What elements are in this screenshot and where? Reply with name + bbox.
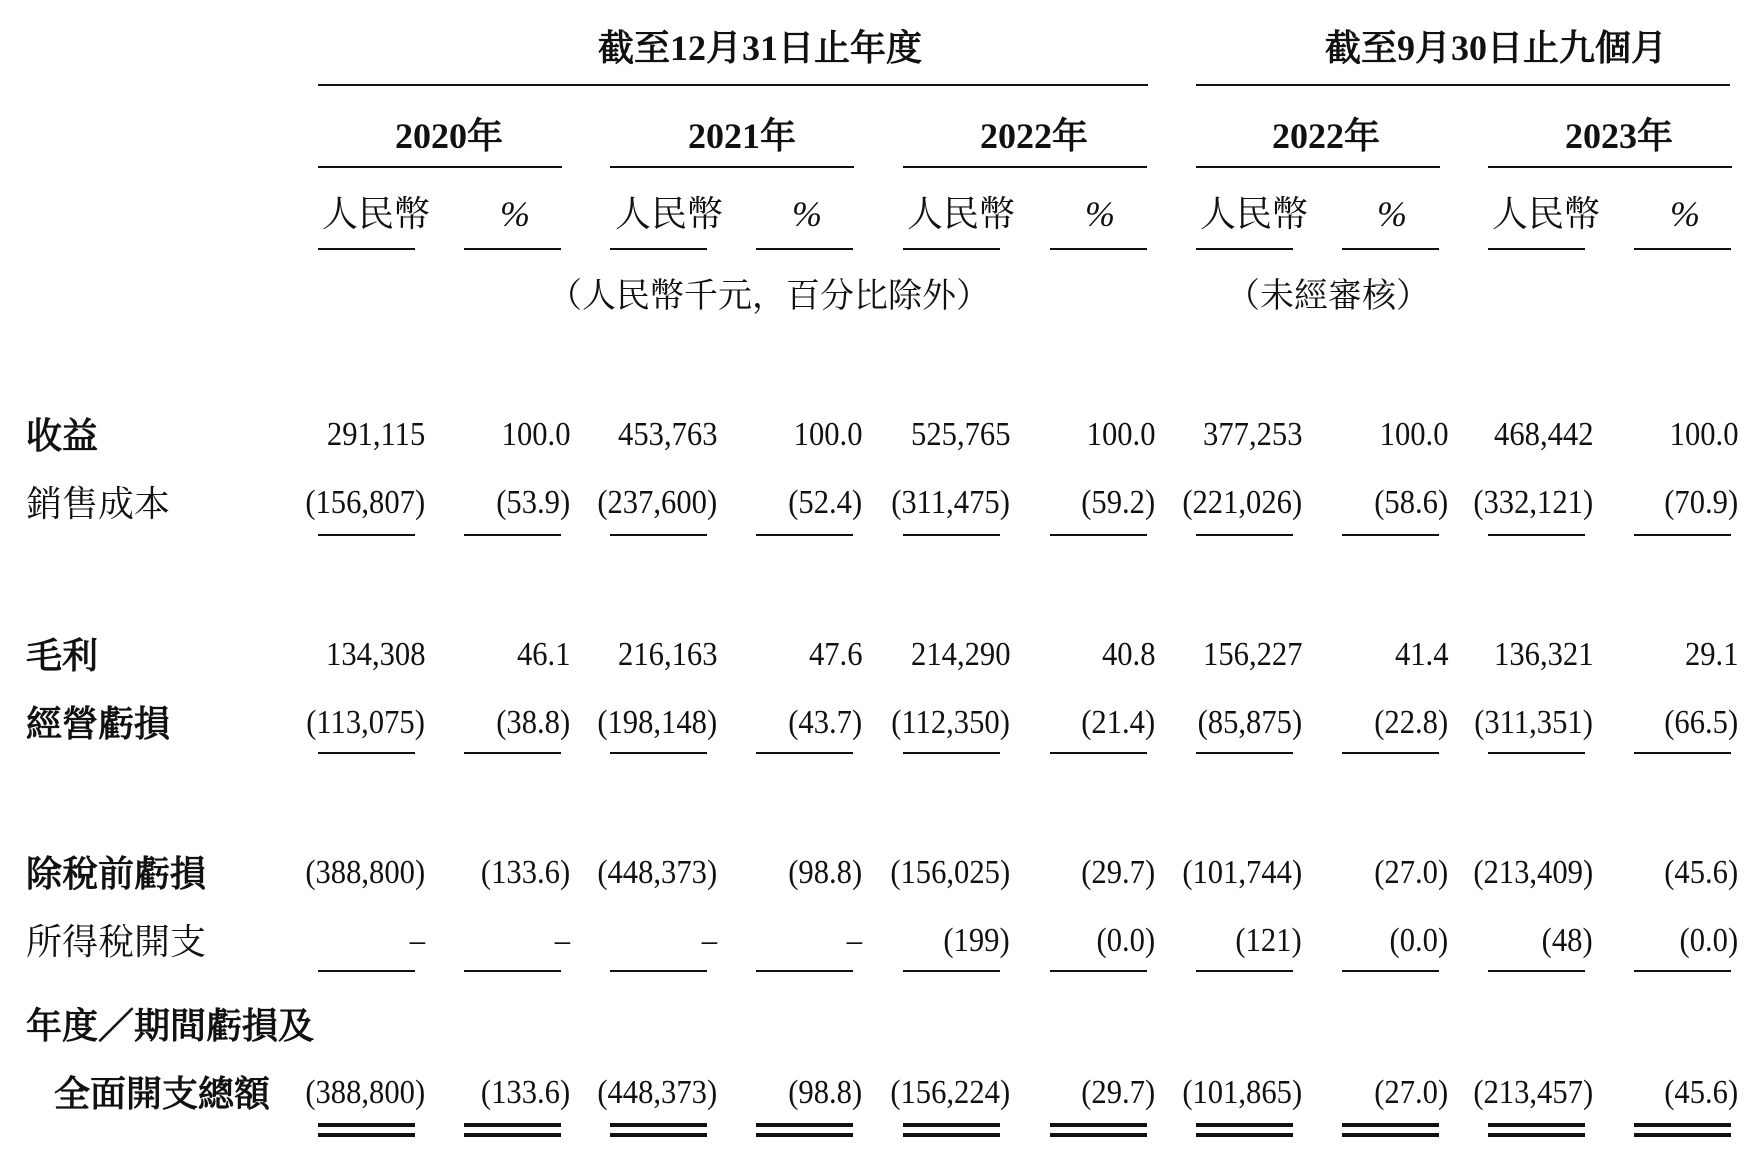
table-cell: (48) [1542, 922, 1593, 959]
table-cell: (52.4) [788, 484, 862, 521]
table-cell: – [554, 922, 570, 959]
table-cell: (98.8) [788, 854, 862, 891]
table-cell: (38.8) [496, 704, 570, 741]
row-label-total-loss-line1: 年度／期間虧損及 [26, 1006, 315, 1046]
table-cell: (311,351) [1474, 704, 1593, 741]
subtotal-rule [756, 534, 853, 536]
sub-rule [1196, 248, 1293, 250]
table-cell: 46.1 [516, 636, 570, 673]
sub-rule [756, 248, 853, 250]
percent-header-2022: % [1085, 194, 1115, 234]
subtotal-rule [464, 752, 561, 754]
row-label-cost-of-sales: 銷售成本 [26, 484, 171, 524]
subtotal-rule [1488, 752, 1585, 754]
table-cell: (0.0) [1679, 922, 1738, 959]
table-cell: 216,163 [617, 636, 717, 673]
table-cell: (156,807) [305, 484, 425, 521]
sub-rule [1050, 248, 1147, 250]
total-double-rule [610, 1123, 707, 1127]
currency-header-2021: 人民幣 [615, 194, 724, 234]
table-cell: 100.0 [793, 416, 862, 453]
table-cell: 40.8 [1101, 636, 1155, 673]
table-cell: (98.8) [788, 1074, 862, 1111]
table-cell: (237,600) [597, 484, 717, 521]
sub-rule [610, 248, 707, 250]
table-cell: (29.7) [1081, 854, 1155, 891]
table-cell: 291,115 [326, 416, 425, 453]
percent-header-2021: % [792, 194, 822, 234]
currency-header-2022: 人民幣 [907, 194, 1016, 234]
subtotal-rule [318, 970, 415, 972]
year-rule-2023 [1488, 166, 1732, 168]
total-double-rule [1634, 1123, 1731, 1127]
year-header-2022-nine-months: 2022年 [1272, 116, 1381, 156]
row-label-total-loss-line2: 全面開支總額 [54, 1074, 271, 1114]
subtotal-rule [1342, 752, 1439, 754]
subtotal-rule [1488, 534, 1585, 536]
table-cell: (388,800) [305, 1074, 425, 1111]
table-cell: (133.6) [480, 1074, 570, 1111]
table-cell: – [701, 922, 717, 959]
total-double-rule [1342, 1123, 1439, 1127]
subtotal-rule [1342, 534, 1439, 536]
sub-rule [1488, 248, 1585, 250]
sub-rule [1342, 248, 1439, 250]
subtotal-rule [903, 970, 1000, 972]
subtotal-rule [610, 534, 707, 536]
table-cell: 156,227 [1202, 636, 1302, 673]
table-cell: (0.0) [1389, 922, 1448, 959]
table-cell: 468,442 [1493, 416, 1593, 453]
subtotal-rule [903, 534, 1000, 536]
subtotal-rule [464, 534, 561, 536]
subtotal-rule [318, 534, 415, 536]
total-double-rule [756, 1123, 853, 1127]
sub-rule [903, 248, 1000, 250]
row-label-operating-loss: 經營虧損 [26, 704, 171, 744]
table-cell: (53.9) [496, 484, 570, 521]
sub-rule [464, 248, 561, 250]
subtotal-rule [464, 970, 561, 972]
row-label-income-tax-expense: 所得稅開支 [26, 922, 207, 962]
table-cell: (448,373) [597, 854, 717, 891]
subtotal-rule [1488, 970, 1585, 972]
total-double-rule [1196, 1133, 1293, 1137]
subtotal-rule [1634, 752, 1731, 754]
table-cell: – [409, 922, 425, 959]
total-double-rule [1488, 1133, 1585, 1137]
table-cell: (213,409) [1473, 854, 1593, 891]
subtotal-rule [610, 752, 707, 754]
table-cell: (101,865) [1182, 1074, 1302, 1111]
table-cell: (70.9) [1664, 484, 1738, 521]
table-cell: (0.0) [1096, 922, 1155, 959]
table-cell: (29.7) [1081, 1074, 1155, 1111]
percent-header-2022-nine-months: % [1377, 194, 1407, 234]
percent-header-2023: % [1670, 194, 1700, 234]
group-rule-year-ended [318, 84, 1148, 86]
table-cell: (121) [1235, 922, 1302, 959]
unit-note: （人民幣千元，百分比除外） [548, 278, 990, 315]
total-double-rule [756, 1133, 853, 1137]
subtotal-rule [1050, 970, 1147, 972]
table-cell: (156,224) [890, 1074, 1010, 1111]
table-cell: 29.1 [1684, 636, 1738, 673]
table-cell: 134,308 [325, 636, 425, 673]
total-double-rule [903, 1123, 1000, 1127]
currency-header-2022-nine-months: 人民幣 [1200, 194, 1309, 234]
table-cell: 136,321 [1493, 636, 1593, 673]
currency-header-2020: 人民幣 [322, 194, 431, 234]
subtotal-rule [903, 752, 1000, 754]
table-cell: (27.0) [1374, 854, 1448, 891]
total-double-rule [1488, 1123, 1585, 1127]
table-cell: (221,026) [1182, 484, 1302, 521]
row-label-loss-before-tax: 除稅前虧損 [26, 854, 207, 894]
total-double-rule [1050, 1133, 1147, 1137]
table-cell: (66.5) [1664, 704, 1738, 741]
total-double-rule [1050, 1123, 1147, 1127]
subtotal-rule [318, 752, 415, 754]
table-cell: (59.2) [1081, 484, 1155, 521]
table-cell: (45.6) [1664, 854, 1738, 891]
group-header-nine-months: 截至9月30日止九個月 [1325, 28, 1668, 68]
table-cell: (43.7) [788, 704, 862, 741]
table-cell: (101,744) [1182, 854, 1302, 891]
table-cell: (388,800) [305, 854, 425, 891]
currency-header-2023: 人民幣 [1492, 194, 1601, 234]
subtotal-rule [1050, 534, 1147, 536]
total-double-rule [464, 1133, 561, 1137]
table-cell: 47.6 [808, 636, 862, 673]
subtotal-rule [610, 970, 707, 972]
total-double-rule [1342, 1133, 1439, 1137]
percent-header-2020: % [500, 194, 530, 234]
subtotal-rule [1050, 752, 1147, 754]
sub-rule [1634, 248, 1731, 250]
table-cell: 41.4 [1394, 636, 1448, 673]
table-cell: 100.0 [1669, 416, 1738, 453]
table-cell: 100.0 [501, 416, 570, 453]
year-header-2021: 2021年 [688, 116, 797, 156]
subtotal-rule [1634, 970, 1731, 972]
unaudited-note: （未經審核） [1226, 278, 1430, 315]
total-double-rule [1196, 1123, 1293, 1127]
table-cell: 377,253 [1202, 416, 1302, 453]
year-header-2023: 2023年 [1565, 116, 1674, 156]
total-double-rule [318, 1133, 415, 1137]
subtotal-rule [756, 752, 853, 754]
total-double-rule [610, 1133, 707, 1137]
group-header-year-ended: 截至12月31日止年度 [598, 28, 923, 68]
table-cell: (112,350) [891, 704, 1010, 741]
table-cell: 525,765 [910, 416, 1010, 453]
row-label-gross-profit: 毛利 [26, 636, 99, 676]
subtotal-rule [1342, 970, 1439, 972]
total-double-rule [1634, 1133, 1731, 1137]
table-cell: 453,763 [617, 416, 717, 453]
year-rule-2022-nine-months [1196, 166, 1440, 168]
total-double-rule [464, 1123, 561, 1127]
subtotal-rule [1196, 534, 1293, 536]
year-header-2020: 2020年 [395, 116, 504, 156]
table-cell: (133.6) [480, 854, 570, 891]
table-cell: (58.6) [1374, 484, 1448, 521]
subtotal-rule [756, 970, 853, 972]
table-cell: (199) [943, 922, 1010, 959]
table-cell: (45.6) [1664, 1074, 1738, 1111]
year-header-2022: 2022年 [980, 116, 1089, 156]
table-cell: 214,290 [910, 636, 1010, 673]
group-rule-nine-months [1196, 84, 1730, 86]
table-cell: (85,875) [1197, 704, 1302, 741]
table-cell: (198,148) [597, 704, 717, 741]
table-cell: (22.8) [1374, 704, 1448, 741]
table-cell: – [846, 922, 862, 959]
year-rule-2022 [903, 166, 1147, 168]
table-cell: (21.4) [1081, 704, 1155, 741]
sub-rule [318, 248, 415, 250]
table-cell: 100.0 [1379, 416, 1448, 453]
table-cell: (213,457) [1473, 1074, 1593, 1111]
subtotal-rule [1196, 970, 1293, 972]
subtotal-rule [1634, 534, 1731, 536]
table-cell: (448,373) [597, 1074, 717, 1111]
table-cell: (113,075) [306, 704, 425, 741]
total-double-rule [903, 1133, 1000, 1137]
table-cell: (332,121) [1473, 484, 1593, 521]
table-cell: (156,025) [890, 854, 1010, 891]
subtotal-rule [1196, 752, 1293, 754]
table-cell: 100.0 [1086, 416, 1155, 453]
year-rule-2021 [610, 166, 854, 168]
total-double-rule [318, 1123, 415, 1127]
table-cell: (27.0) [1374, 1074, 1448, 1111]
table-cell: (311,475) [891, 484, 1010, 521]
year-rule-2020 [318, 166, 562, 168]
row-label-revenue: 收益 [26, 416, 99, 456]
